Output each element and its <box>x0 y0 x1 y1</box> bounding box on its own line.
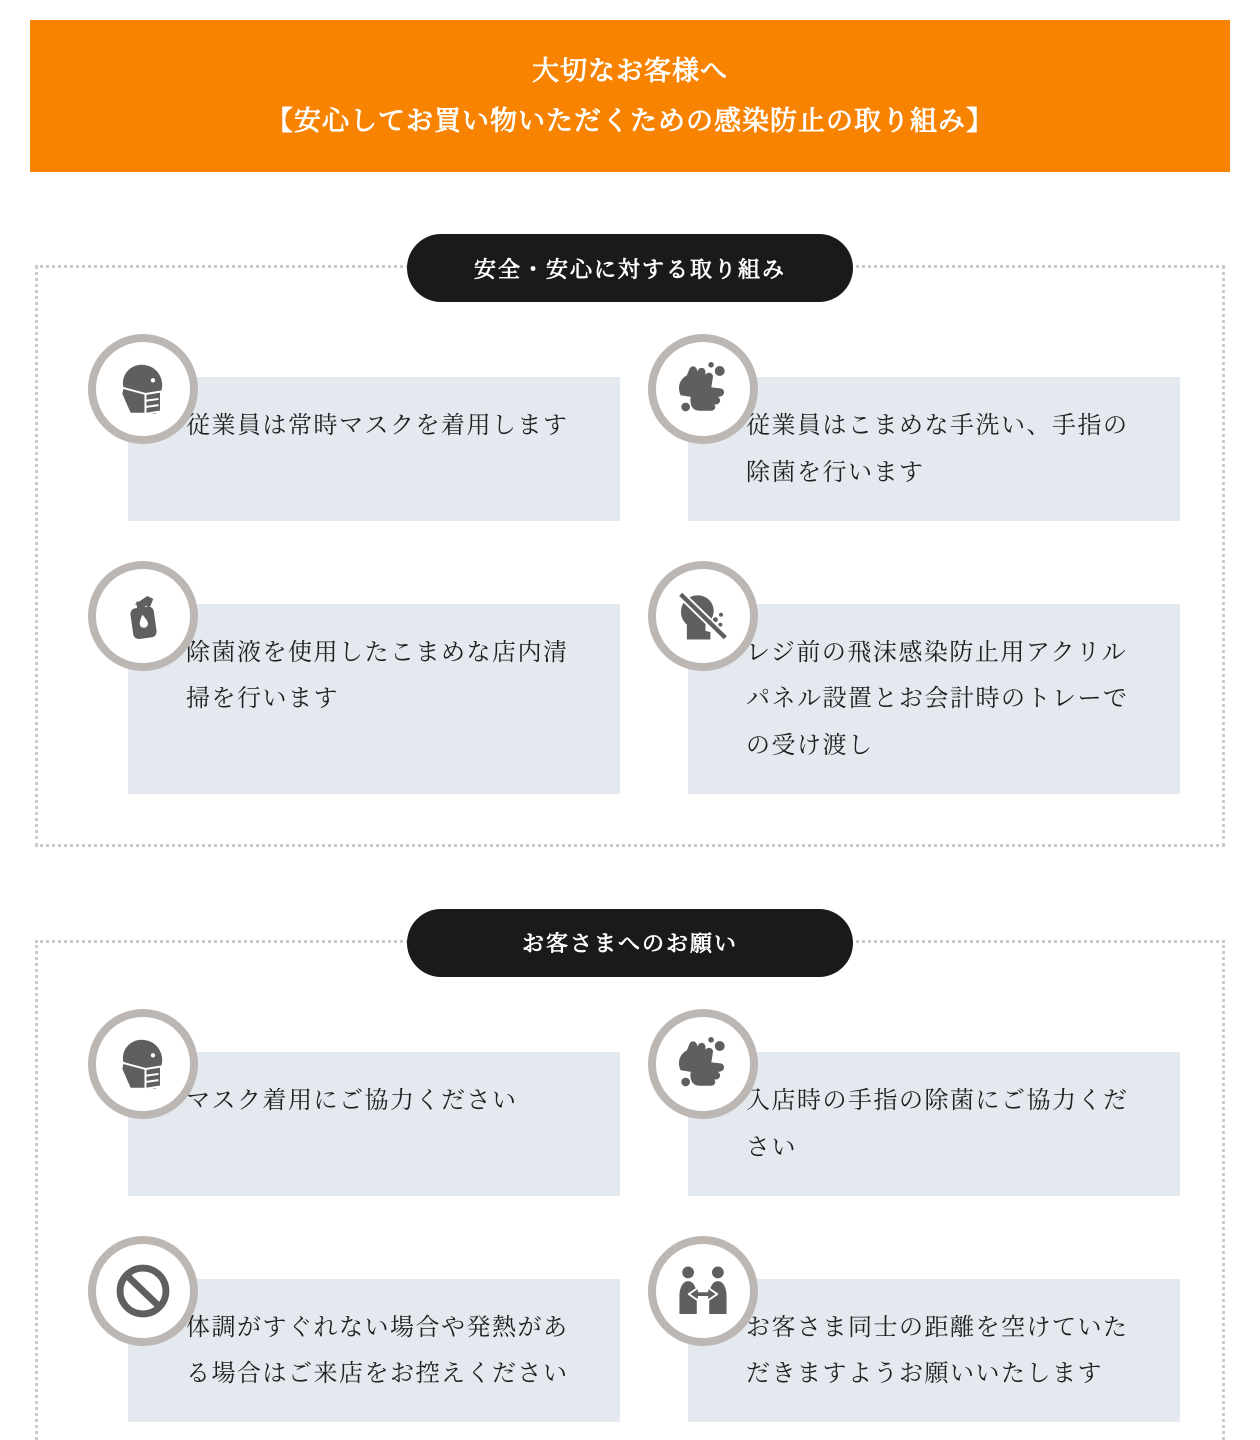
item-text: 従業員はこまめな手洗い、手指の除菌を行います <box>746 412 1129 486</box>
header-title-line1: 大切なお客様へ <box>532 56 728 86</box>
social-distance-icon <box>648 1236 758 1346</box>
list-item <box>88 1009 620 1196</box>
list-item <box>648 1236 1180 1423</box>
section-safety-measures <box>35 256 1225 847</box>
mask-face-icon <box>88 1009 198 1119</box>
header-title-line2: 【安心してお買い物いただくための感染防止の取り組み】 <box>266 106 994 136</box>
item-box <box>688 1052 1180 1196</box>
item-text: お客さま同士の距離を空けていただきますようお願いいたします <box>746 1313 1129 1388</box>
item-box <box>688 604 1180 794</box>
prohibition-icon <box>88 1236 198 1346</box>
section-badge-safety: 安全・安心に対する取り組み <box>407 234 853 302</box>
item-box <box>128 1279 620 1423</box>
item-text: 体調がすぐれない場合や発熱がある場合はご来店をお控えください <box>186 1313 569 1388</box>
item-text: 入店時の手指の除菌にご協力ください <box>746 1086 1129 1161</box>
list-item <box>88 561 620 794</box>
item-box <box>688 1279 1180 1423</box>
item-box <box>128 377 620 521</box>
items-grid <box>88 1009 1180 1422</box>
item-text: 従業員は常時マスクを着用します <box>186 412 569 439</box>
list-item <box>648 334 1180 521</box>
list-item <box>648 1009 1180 1196</box>
list-item <box>88 1236 620 1423</box>
header-banner <box>30 20 1230 172</box>
item-text: マスク着用にご協力ください <box>186 1086 518 1114</box>
item-box <box>128 604 620 794</box>
list-item <box>88 334 620 521</box>
mask-face-icon <box>88 334 198 444</box>
section-badge-requests: お客さまへのお願い <box>407 909 853 977</box>
no-droplet-icon <box>648 561 758 671</box>
items-grid <box>88 334 1180 794</box>
item-box <box>688 377 1180 521</box>
hand-wash-icon <box>648 334 758 444</box>
hand-wash-icon <box>648 1009 758 1119</box>
item-text: レジ前の飛沫感染防止用アクリルパネル設置とお会計時のトレーでの受け渡し <box>746 638 1129 760</box>
item-text: 除菌液を使用したこまめな店内清掃を行います <box>186 638 569 713</box>
section-customer-requests <box>35 931 1225 1440</box>
item-box <box>128 1052 620 1196</box>
sanitizer-bottle-icon <box>88 561 198 671</box>
list-item <box>648 561 1180 794</box>
